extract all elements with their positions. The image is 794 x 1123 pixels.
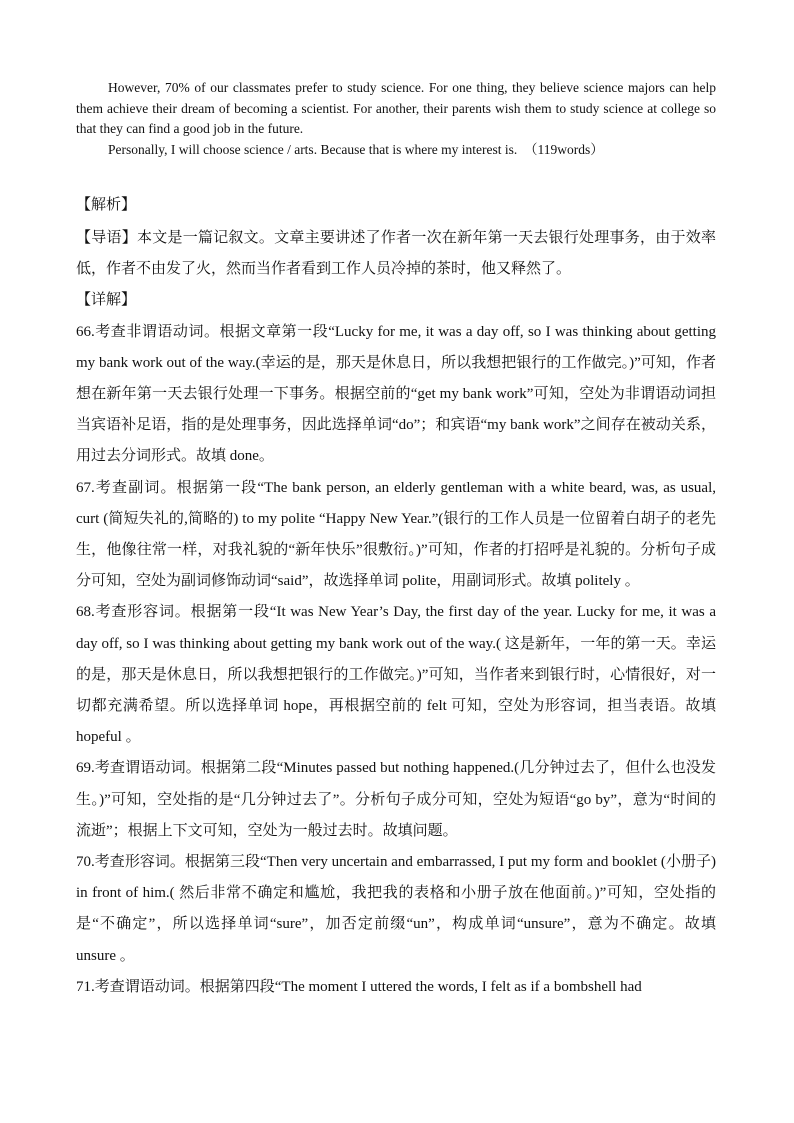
answer-item-70: 70.考查形容词。根据第三段“Then very uncertain and embarrassed, I put my form and booklet (小册子) in front of him.( 然后非常不确定和尴尬，我把我的表格和小册子放在他面前。)”可知，空处指的是“不确定”，所以选择单词“sure”，加否定前缀“un”，构成单词“unsure”，意为不确定。故填 unsure 。 [76, 854, 716, 964]
essay-excerpt [76, 78, 716, 160]
answer-item-68: 68.考查形容词。根据第一段“It was New Year’s Day, the first day of the year. Lucky for me, it was a day off, so I was thinking about getting my bank work out of the way.( 这是新年，一年的第一天。幸运的是，那天是休息日，所以我想把银行的工作做完。)”可知，当作者来到银行时，心情很好，对一切都充满希望。所以选择单词 hope，再根据空前的 felt 可知，空处为形容词，担当表语。故填 hopeful 。 [76, 604, 716, 746]
answer-item-67: 67.考查副词。根据第一段“The bank person, an elderly gentleman with a white beard, was, as usual, curt (简短失礼的,简略的) to my polite “Happy New Year.”(银行的工作人员是一位留着白胡子的老先生，他像往常一样，对我礼貌的“新年快乐”很敷衍。)”可知，作者的打招呼是礼貌的。分析句子成分可知，空处为副词修饰动词“said”，故选择单词 polite，用副词形式。故填 politely 。 [76, 479, 716, 590]
essay-paragraph: However, 70% of our classmates prefer to study science. For one thing, they believe science majors can help them achieve their dream of becoming a scientist. For another, their parents wish them to study science at college so that they can find a good job in the future. [76, 80, 716, 136]
guide-paragraph: 【导语】本文是一篇记叙文。文章主要讲述了作者一次在新年第一天去银行处理事务，由于效率低，作者不由发了火，然而当作者看到工作人员冷掉的茶时，他又释然了。 [76, 230, 716, 278]
detail-label: 【详解】 [76, 292, 137, 309]
answer-item-66: 66.考查非谓语动词。根据文章第一段“Lucky for me, it was a day off, so I was thinking about getting my bank work out of the way.(幸运的是，那天是休息日，所以我想把银行的工作做完。)”可知，作者想在新年第一天去银行处理一下事务。根据空前的“get my bank work”可知，空处为非谓语动词担当宾语补足语，指的是处理事务，因此选择单词“do”；和宾语“my bank work”之间存在被动关系，用过去分词形式。故填 done。 [76, 323, 716, 465]
analysis-body [76, 223, 716, 1003]
answer-item-71: 71.考查谓语动词。根据第四段“The moment I uttered the words, I felt as if a bombshell had [76, 978, 642, 995]
essay-paragraph: Personally, I will choose science / arts. Because that is where my interest is. （119words） [108, 141, 604, 157]
answer-item-69: 69.考查谓语动词。根据第二段“Minutes passed but nothing happened.(几分钟过去了，但什么也没发生。)”可知，空处指的是“几分钟过去了”。分析句子成分可知，空处为短语“go by”，意为“时间的流逝”；根据上下文可知，空处为一般过去时。故填问题。 [76, 760, 716, 839]
analysis-label: 【解析】 [76, 197, 137, 213]
